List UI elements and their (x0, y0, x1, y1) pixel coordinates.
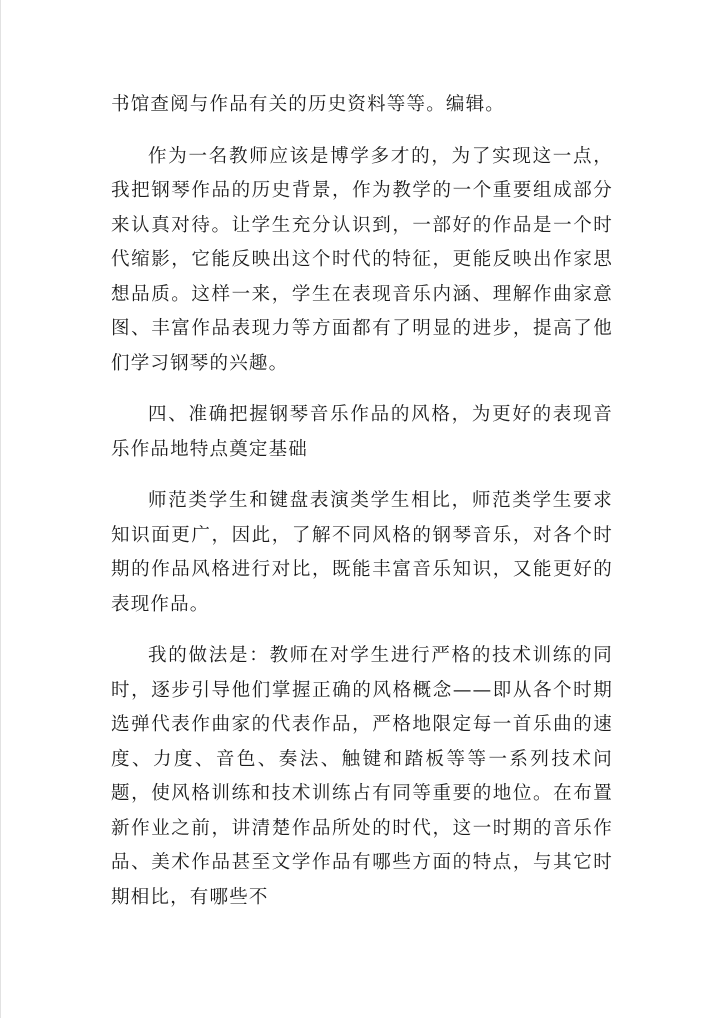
document-body (111, 88, 613, 915)
section-heading-four: 四、准确把握钢琴音乐作品的风格，为更好的表现音乐作品地特点奠定基础 (111, 404, 613, 460)
paragraph-student-comparison: 师范类学生和键盘表演类学生相比，师范类学生要求知识面更广，因此，了解不同风格的钢琴音乐，对各个时期的作品风格进行对比，既能丰富音乐知识，又能更好的表现作品。 (111, 490, 613, 615)
paragraph-teacher-knowledge: 作为一名教师应该是博学多才的，为了实现这一点，我把钢琴作品的历史背景，作为教学的一个重要组成部分来认真对待。让学生充分认识到，一部好的作品是一个时代缩影，它能反映出这个时代的特征，更能反映出作家思想品质。这样一来，学生在表现音乐内涵、理解作曲家意图、丰富作品表现力等方面都有了明显的进步，提高了他们学习钢琴的兴趣。 (111, 145, 613, 374)
paragraph-continuation: 书馆查阅与作品有关的历史资料等等。编辑。 (111, 94, 506, 115)
paragraph-my-method: 我的做法是：教师在对学生进行严格的技术训练的同时，逐步引导他们掌握正确的风格概念——即从各个时期选弹代表作曲家的代表作品，严格地限定每一首乐曲的速度、力度、音色、奏法、触键和踏板等等一系列技术问题，使风格训练和技术训练占有同等重要的地位。在布置新作业之前，讲清楚作品所处的时代，这一时期的音乐作品、美术作品甚至文学作品有哪些方面的特点，与其它时期相比，有哪些不 (111, 645, 613, 908)
